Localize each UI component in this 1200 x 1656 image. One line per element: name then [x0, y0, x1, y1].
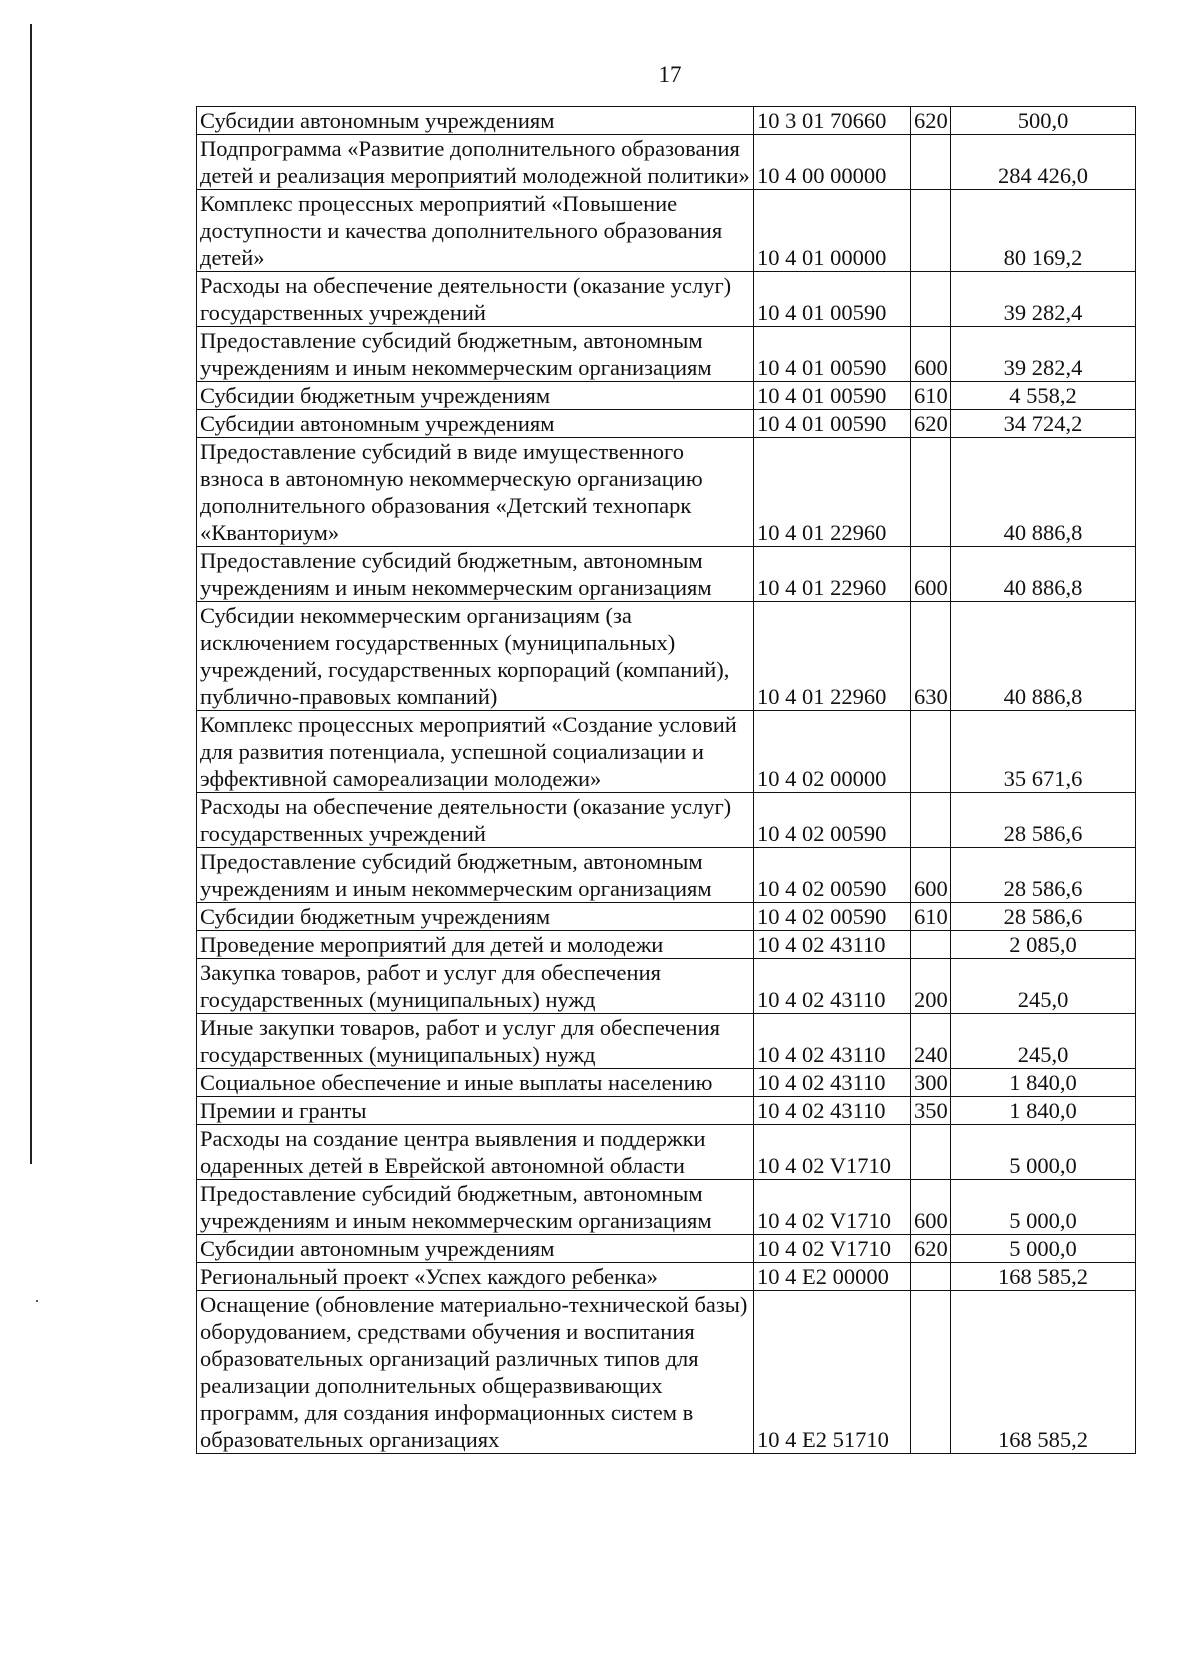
target-article-code-cell: 10 4 01 00590: [754, 410, 911, 438]
expense-name-cell: Региональный проект «Успех каждого ребенка»: [197, 1263, 754, 1291]
amount-cell: 5 000,0: [951, 1125, 1136, 1180]
expense-name-cell: Предоставление субсидий бюджетным, автономным учреждениям и иным некоммерческим организациям: [197, 327, 754, 382]
expense-type-code-cell: [911, 931, 951, 959]
scan-dot: [36, 1300, 38, 1302]
table-row: [197, 1180, 1136, 1235]
expense-type-code-cell: [911, 438, 951, 547]
amount-cell: 5 000,0: [951, 1180, 1136, 1235]
target-article-code-cell: 10 4 00 00000: [754, 135, 911, 190]
amount-cell: 2 085,0: [951, 931, 1136, 959]
table-row: [197, 135, 1136, 190]
expense-type-code-cell: 620: [911, 107, 951, 135]
expense-name-cell: Расходы на создание центра выявления и поддержки одаренных детей в Еврейской автономной области: [197, 1125, 754, 1180]
target-article-code-cell: 10 4 02 43110: [754, 1069, 911, 1097]
expense-name-cell: Премии и гранты: [197, 1097, 754, 1125]
amount-cell: 80 169,2: [951, 190, 1136, 272]
expense-type-code-cell: [911, 135, 951, 190]
scan-edge-line: [30, 24, 32, 1164]
amount-cell: 40 886,8: [951, 547, 1136, 602]
expense-type-code-cell: 200: [911, 959, 951, 1014]
target-article-code-cell: 10 4 02 43110: [754, 1014, 911, 1069]
expense-name-cell: Предоставление субсидий бюджетным, автономным учреждениям и иным некоммерческим организациям: [197, 1180, 754, 1235]
expense-type-code-cell: 620: [911, 1235, 951, 1263]
table-row: [197, 190, 1136, 272]
target-article-code-cell: 10 4 02 43110: [754, 959, 911, 1014]
expense-type-code-cell: [911, 711, 951, 793]
target-article-code-cell: 10 4 01 22960: [754, 438, 911, 547]
amount-cell: 4 558,2: [951, 382, 1136, 410]
target-article-code-cell: 10 4 01 22960: [754, 602, 911, 711]
expense-name-cell: Комплекс процессных мероприятий «Создание условий для развития потенциала, успешной социализации и эффективной самореализации молодежи»: [197, 711, 754, 793]
target-article-code-cell: 10 4 02 V1710: [754, 1235, 911, 1263]
expense-name-cell: Расходы на обеспечение деятельности (оказание услуг) государственных учреждений: [197, 793, 754, 848]
amount-cell: 1 840,0: [951, 1097, 1136, 1125]
expense-name-cell: Предоставление субсидий в виде имущественного взноса в автономную некоммерческую организацию дополнительного образования «Детский технопарк «Кванториум»: [197, 438, 754, 547]
budget-table: [196, 106, 1136, 1454]
amount-cell: 500,0: [951, 107, 1136, 135]
expense-name-cell: Предоставление субсидий бюджетным, автономным учреждениям и иным некоммерческим организациям: [197, 547, 754, 602]
expense-name-cell: Социальное обеспечение и иные выплаты населению: [197, 1069, 754, 1097]
expense-type-code-cell: [911, 1125, 951, 1180]
amount-cell: 245,0: [951, 959, 1136, 1014]
amount-cell: 28 586,6: [951, 848, 1136, 903]
expense-name-cell: Подпрограмма «Развитие дополнительного образования детей и реализация мероприятий молодежной политики»: [197, 135, 754, 190]
expense-name-cell: Субсидии бюджетным учреждениям: [197, 382, 754, 410]
amount-cell: 1 840,0: [951, 1069, 1136, 1097]
amount-cell: 168 585,2: [951, 1263, 1136, 1291]
expense-type-code-cell: 610: [911, 382, 951, 410]
expense-name-cell: Комплекс процессных мероприятий «Повышение доступности и качества дополнительного образования детей»: [197, 190, 754, 272]
expense-name-cell: Иные закупки товаров, работ и услуг для обеспечения государственных (муниципальных) нужд: [197, 1014, 754, 1069]
expense-type-code-cell: 600: [911, 327, 951, 382]
target-article-code-cell: 10 4 01 22960: [754, 547, 911, 602]
table-row: [197, 848, 1136, 903]
target-article-code-cell: 10 3 01 70660: [754, 107, 911, 135]
target-article-code-cell: 10 4 01 00590: [754, 327, 911, 382]
table-row: [197, 1069, 1136, 1097]
amount-cell: 34 724,2: [951, 410, 1136, 438]
target-article-code-cell: 10 4 02 00590: [754, 903, 911, 931]
expense-type-code-cell: 600: [911, 1180, 951, 1235]
expense-type-code-cell: 240: [911, 1014, 951, 1069]
target-article-code-cell: 10 4 01 00590: [754, 382, 911, 410]
table-row: [197, 107, 1136, 135]
target-article-code-cell: 10 4 01 00590: [754, 272, 911, 327]
expense-name-cell: Субсидии некоммерческим организациям (за исключением государственных (муниципальных) учреждений, государственных корпораций (компаний), публично-правовых компаний): [197, 602, 754, 711]
table-row: [197, 410, 1136, 438]
target-article-code-cell: 10 4 02 43110: [754, 1097, 911, 1125]
amount-cell: 168 585,2: [951, 1291, 1136, 1454]
table-row: [197, 1097, 1136, 1125]
amount-cell: 39 282,4: [951, 272, 1136, 327]
target-article-code-cell: 10 4 02 V1710: [754, 1180, 911, 1235]
table-row: [197, 382, 1136, 410]
target-article-code-cell: 10 4 02 00000: [754, 711, 911, 793]
table-row: [197, 1291, 1136, 1454]
table-row: [197, 438, 1136, 547]
table-row: [197, 272, 1136, 327]
table-row: [197, 793, 1136, 848]
table-row: [197, 959, 1136, 1014]
target-article-code-cell: 10 4 E2 51710: [754, 1291, 911, 1454]
expense-type-code-cell: 350: [911, 1097, 951, 1125]
expense-name-cell: Предоставление субсидий бюджетным, автономным учреждениям и иным некоммерческим организациям: [197, 848, 754, 903]
expense-name-cell: Субсидии автономным учреждениям: [197, 410, 754, 438]
expense-type-code-cell: 600: [911, 848, 951, 903]
table-row: [197, 931, 1136, 959]
page-number: 17: [658, 62, 682, 87]
table-row: [197, 711, 1136, 793]
expense-type-code-cell: 630: [911, 602, 951, 711]
expense-name-cell: Закупка товаров, работ и услуг для обеспечения государственных (муниципальных) нужд: [197, 959, 754, 1014]
target-article-code-cell: 10 4 E2 00000: [754, 1263, 911, 1291]
expense-name-cell: Субсидии бюджетным учреждениям: [197, 903, 754, 931]
expense-type-code-cell: [911, 272, 951, 327]
table-row: [197, 547, 1136, 602]
table-row: [197, 1263, 1136, 1291]
expense-type-code-cell: 610: [911, 903, 951, 931]
expense-type-code-cell: 300: [911, 1069, 951, 1097]
table-row: [197, 1125, 1136, 1180]
amount-cell: 35 671,6: [951, 711, 1136, 793]
amount-cell: 28 586,6: [951, 903, 1136, 931]
amount-cell: 40 886,8: [951, 438, 1136, 547]
table-row: [197, 903, 1136, 931]
expense-name-cell: Проведение мероприятий для детей и молодежи: [197, 931, 754, 959]
target-article-code-cell: 10 4 02 43110: [754, 931, 911, 959]
amount-cell: 5 000,0: [951, 1235, 1136, 1263]
amount-cell: 28 586,6: [951, 793, 1136, 848]
amount-cell: 39 282,4: [951, 327, 1136, 382]
amount-cell: 245,0: [951, 1014, 1136, 1069]
amount-cell: 284 426,0: [951, 135, 1136, 190]
table-row: [197, 1235, 1136, 1263]
target-article-code-cell: 10 4 02 00590: [754, 848, 911, 903]
expense-name-cell: Субсидии автономным учреждениям: [197, 107, 754, 135]
expense-type-code-cell: [911, 793, 951, 848]
expense-name-cell: Субсидии автономным учреждениям: [197, 1235, 754, 1263]
expense-type-code-cell: 620: [911, 410, 951, 438]
expense-name-cell: Оснащение (обновление материально-технической базы) оборудованием, средствами обучения и воспитания образовательных организаций различных типов для реализации дополнительных общеразвивающих программ, для создания информационных систем в образовательных организациях: [197, 1291, 754, 1454]
table-row: [197, 327, 1136, 382]
expense-type-code-cell: 600: [911, 547, 951, 602]
target-article-code-cell: 10 4 02 00590: [754, 793, 911, 848]
table-row: [197, 602, 1136, 711]
expense-type-code-cell: [911, 1291, 951, 1454]
expense-name-cell: Расходы на обеспечение деятельности (оказание услуг) государственных учреждений: [197, 272, 754, 327]
table-row: [197, 1014, 1136, 1069]
expense-type-code-cell: [911, 190, 951, 272]
budget-table-body: [197, 107, 1136, 1454]
expense-type-code-cell: [911, 1263, 951, 1291]
target-article-code-cell: 10 4 01 00000: [754, 190, 911, 272]
target-article-code-cell: 10 4 02 V1710: [754, 1125, 911, 1180]
amount-cell: 40 886,8: [951, 602, 1136, 711]
